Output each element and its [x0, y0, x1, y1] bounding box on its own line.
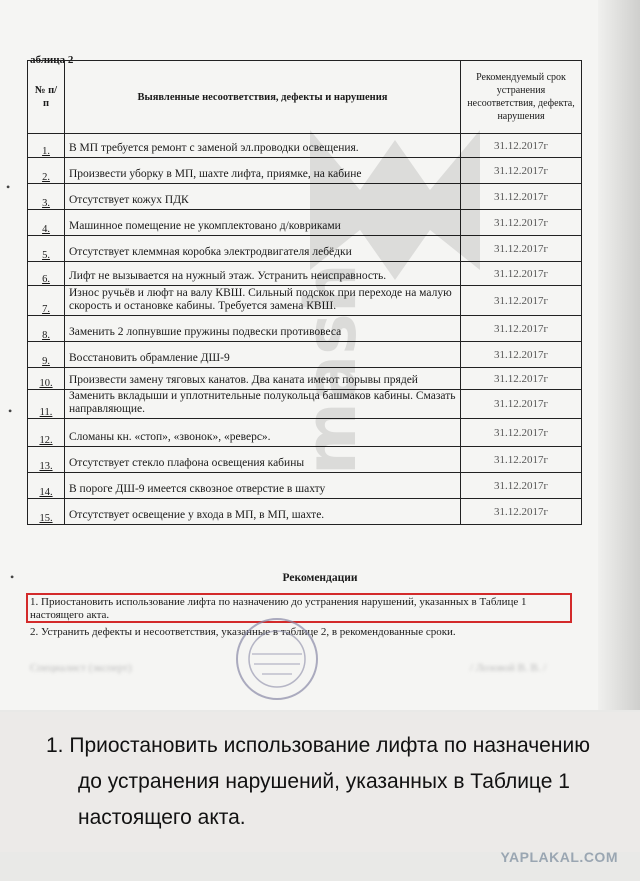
row-number: 11.	[28, 390, 65, 419]
row-number: 5.	[28, 236, 65, 262]
table-row	[28, 342, 582, 368]
row-description: Отсутствует кожух ПДК	[65, 184, 461, 210]
row-number: 6.	[28, 262, 65, 286]
row-number: 8.	[28, 316, 65, 342]
table-row	[28, 236, 582, 262]
official-stamp	[232, 614, 322, 704]
page-edge-shadow	[598, 0, 640, 710]
row-description: Произвести замену тяговых канатов. Два каната имеют порывы прядей	[65, 368, 461, 390]
table-title: аблица 2	[30, 54, 74, 66]
row-number: 12.	[28, 419, 65, 447]
row-deadline: 31.12.2017г	[461, 342, 582, 368]
row-number: 1.	[28, 134, 65, 158]
table-body	[28, 134, 582, 525]
row-deadline: 31.12.2017г	[461, 236, 582, 262]
row-deadline: 31.12.2017г	[461, 210, 582, 236]
row-deadline: 31.12.2017г	[461, 134, 582, 158]
row-description: Заменить вкладыши и уплотнительные полукольца башмаков кабины. Смазать направляющие.	[65, 390, 461, 419]
row-description: Произвести уборку в МП, шахте лифта, приямке, на кабине	[65, 158, 461, 184]
header-deadline: Рекомендуемый срок устранения несоответствия, дефекта, нарушения	[461, 61, 582, 134]
recommendations-heading: Рекомендации	[282, 572, 358, 584]
table-row	[28, 316, 582, 342]
row-description: В МП требуется ремонт с заменой эл.проводки освещения.	[65, 134, 461, 158]
table-row	[28, 390, 582, 419]
row-deadline: 31.12.2017г	[461, 316, 582, 342]
row-deadline: 31.12.2017г	[461, 368, 582, 390]
header-number: № п/п	[28, 61, 65, 134]
signature-role: Специалист (эксперт)	[30, 662, 132, 674]
zoom-line-2: до устранения нарушений, указанных в Таблице 1	[78, 770, 570, 793]
signature-name: / Лозовой В. В. /	[470, 662, 547, 674]
site-watermark: YAPLAKAL.COM	[500, 849, 618, 865]
table-row	[28, 158, 582, 184]
header-description: Выявленные несоответствия, дефекты и нарушения	[65, 61, 461, 134]
signature-line	[30, 662, 570, 682]
row-number: 7.	[28, 286, 65, 316]
table-header-row	[28, 61, 582, 134]
table-row	[28, 368, 582, 390]
margin-mark: •	[6, 180, 11, 194]
row-description: Отсутствует освещение у входа в МП, в МП, шахте.	[65, 499, 461, 525]
table-row	[28, 286, 582, 316]
zoom-line-1: 1. Приостановить использование лифта по назначению	[46, 734, 590, 757]
row-number: 10.	[28, 368, 65, 390]
row-number: 13.	[28, 447, 65, 473]
row-deadline: 31.12.2017г	[461, 447, 582, 473]
row-description: Восстановить обрамление ДШ-9	[65, 342, 461, 368]
table-row	[28, 210, 582, 236]
margin-mark: •	[10, 570, 15, 584]
row-deadline: 31.12.2017г	[461, 473, 582, 499]
row-description: Машинное помещение не укомплектовано д/ковриками	[65, 210, 461, 236]
table-row	[28, 262, 582, 286]
row-deadline: 31.12.2017г	[461, 184, 582, 210]
row-number: 4.	[28, 210, 65, 236]
row-number: 3.	[28, 184, 65, 210]
table-row	[28, 419, 582, 447]
table-row	[28, 184, 582, 210]
row-description: Износ ручьёв и люфт на валу КВШ. Сильный подскок при переходе на малую скорость и остановке кабины. Требуется замена КВШ.	[65, 286, 461, 316]
row-number: 2.	[28, 158, 65, 184]
row-number: 15.	[28, 499, 65, 525]
row-deadline: 31.12.2017г	[461, 158, 582, 184]
row-number: 14.	[28, 473, 65, 499]
row-deadline: 31.12.2017г	[461, 499, 582, 525]
recommendation-2: 2. Устранить дефекты и несоответствия, указанные в таблице 2, в рекомендованные сроки.	[30, 626, 456, 638]
row-deadline: 31.12.2017г	[461, 262, 582, 286]
row-description: Лифт не вызывается на нужный этаж. Устранить неисправность.	[65, 262, 461, 286]
row-description: В пороге ДШ-9 имеется сквозное отверстие в шахту	[65, 473, 461, 499]
row-deadline: 31.12.2017г	[461, 419, 582, 447]
table-row	[28, 473, 582, 499]
row-description: Отсутствует клеммная коробка электродвигателя лебёдки	[65, 236, 461, 262]
table-row	[28, 499, 582, 525]
defects-table	[27, 60, 582, 525]
row-deadline: 31.12.2017г	[461, 286, 582, 316]
margin-mark: •	[8, 404, 13, 418]
zoom-line-3: настоящего акта.	[78, 806, 246, 829]
row-deadline: 31.12.2017г	[461, 390, 582, 419]
row-description: Отсутствует стекло плафона освещения кабины	[65, 447, 461, 473]
row-description: Заменить 2 лопнувшие пружины подвески противовеса	[65, 316, 461, 342]
zoomed-excerpt	[46, 728, 606, 836]
recommendation-1: 1. Приостановить использование лифта по назначению до устранения нарушений, указанных в Таблице 1 настоящего акта.	[30, 596, 527, 621]
row-number: 9.	[28, 342, 65, 368]
table-row	[28, 447, 582, 473]
row-description: Сломаны кн. «стоп», «звонок», «реверс».	[65, 419, 461, 447]
table-row	[28, 134, 582, 158]
